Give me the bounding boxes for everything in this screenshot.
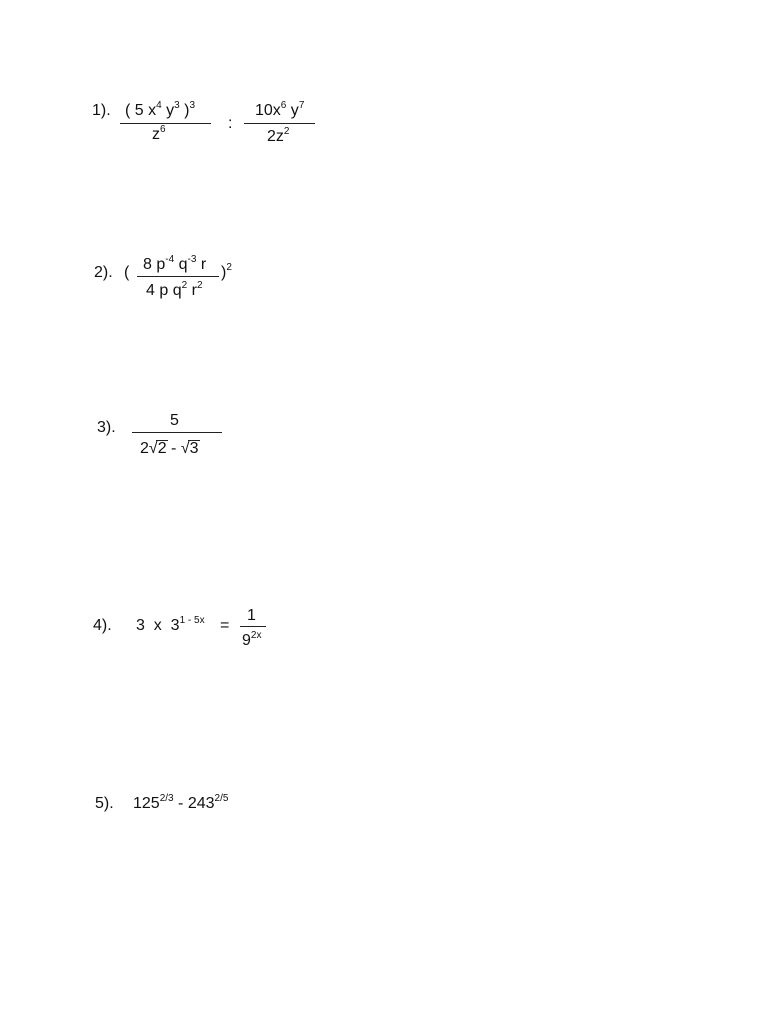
problem-3-numerator: 5: [170, 412, 179, 429]
radical-3: √3: [180, 440, 199, 457]
problem-1-right-fraction-bar: [244, 123, 315, 124]
problem-4-fraction-bar: [240, 626, 266, 627]
problem-1-label: 1).: [92, 102, 111, 119]
problem-2-denominator: 4 p $q^2$ $r^2$: [146, 280, 203, 299]
problem-4-equals-sign: =: [220, 617, 230, 634]
problem-4-left-side: 3 x $3^{1 - 5x}$: [136, 615, 205, 634]
problem-1-right-denominator: $2z^2$: [267, 126, 290, 145]
problem-2-open-paren: (: [124, 264, 130, 281]
problem-1-left-numerator: ( 5 $x^4$ $y^3$ )$^3$: [125, 100, 196, 119]
problem-3-fraction-bar: [132, 432, 222, 433]
problem-5-label: 5).: [95, 795, 114, 812]
problem-2-close-paren: )$^2$: [221, 262, 232, 281]
problem-5-expression: $125^{2/3} - 243^{2/5}$: [133, 793, 229, 812]
problem-4-label: 4).: [93, 617, 112, 634]
problem-2-label: 2).: [94, 264, 113, 281]
problem-3-denominator: 2 √2 - √3: [140, 440, 199, 457]
problem-2-numerator: 8 $p^{-4}$ $q^{-3}$ r: [143, 254, 207, 273]
problem-3-label: 3).: [97, 419, 116, 436]
problem-4-denominator: $9^{2x}$: [242, 630, 262, 649]
problem-1-divide-sign: :: [228, 115, 233, 132]
problem-1-right-numerator: $10x^6$ $y^7$: [255, 100, 305, 119]
problem-2-fraction-bar: [137, 276, 219, 277]
problem-4-numerator: 1: [247, 607, 256, 624]
radical-2: √2: [148, 440, 167, 457]
problem-1-left-denominator: $z^6$: [152, 124, 166, 143]
